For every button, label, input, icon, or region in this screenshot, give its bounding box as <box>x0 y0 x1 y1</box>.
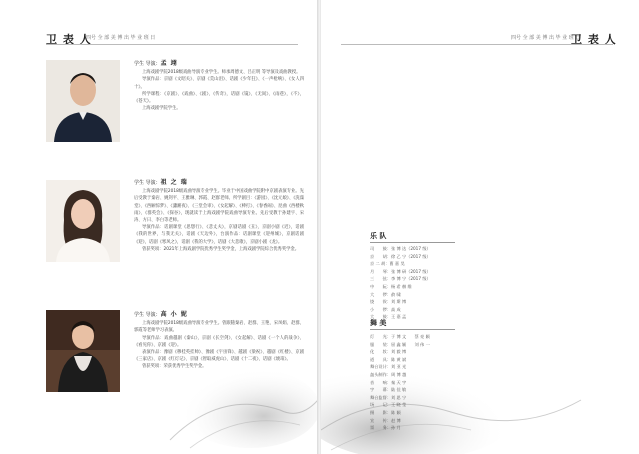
credit-row: 三 弦：李 博 宁（2017 级） <box>370 276 431 282</box>
bio-paragraph: 上海戏剧学院2018级戏曲导演专业学生。毕业于中国戏曲学院附中京剧表演专业。先后受教于秦岩、姚剑平、王雅琳、郭霞、赵群老师。所学剧目：《游园》、《沈元娘》、《洗澡堂》、《西厢惊梦》、《瀟湘夜》、《三堂会审》、《女起解》、《棒打》、《春香闹》、昆曲《西楼秋雨》、《群英会》、《探谷》，现就读于上海戏剧学院戏曲导演专业。先后受教于孙建宇、宋涛、方曰、李白等老师。 <box>134 189 304 224</box>
credit-row: 场 记：王 晓 莹 <box>370 402 407 408</box>
bio-heading: 学生 导演：祖 之 瑞 <box>134 179 188 186</box>
credit-row: 音 响：秦 天 宇 <box>370 379 407 385</box>
bio-heading: 学生 导演：高 小 妮 <box>134 311 188 318</box>
bio-heading: 学生 导演：孟 翊 <box>134 60 178 67</box>
credit-row: 京 二 胡：曹 嘉 昊 <box>370 261 405 267</box>
credit-row: 盔头制作：周 博 越 <box>370 371 407 377</box>
bio-paragraph: 导演作品：戏曲越剧《秦山》，京剧《长空剑》、《女起解》、话剧《一个人的战争》、《看见你》、京剧《迎》。 <box>134 335 304 348</box>
header-rule-left <box>46 44 298 45</box>
left-page <box>0 0 318 454</box>
bio-paragraph: 上海戏剧学院2018级戏曲导演专业学生。师承周德文、吕正明 等导演及戏曲教授。 <box>142 70 301 76</box>
bio-person-1 <box>134 60 304 112</box>
credit-row: 道 具：陈 黄 斌 <box>370 356 407 362</box>
credit-row: 小 锣：高 成 <box>370 306 401 312</box>
credit-row: 字 幕：陆 佳 敏 <box>370 387 407 393</box>
header-subtitle-right: 四号 全 部 美 博 出 毕 业 班 日 <box>511 35 581 41</box>
credit-row: 中 阮：杨 希 赫 维 <box>370 283 412 289</box>
credit-row: 服 装：屈 鑫 颖 刘 伟 一 <box>370 341 430 347</box>
music-section-rule <box>370 242 455 243</box>
credit-row: 摄 影：陈 颖 <box>370 409 401 415</box>
photo-person-3 <box>46 310 120 392</box>
bio-paragraph: 所学课程：《京剧》、《戏曲》、《剧》、《传奇》，话剧《镜》、《无间》、《雨巷》，《不》，《苍天》。 <box>134 91 304 105</box>
person-photo-icon <box>46 180 120 262</box>
credit-row: 化 妆：刘 毅 博 <box>370 349 407 355</box>
person-name: 祖 之 瑞 <box>160 179 188 186</box>
music-section-title: 乐 队 <box>370 231 387 240</box>
bio-person-2 <box>134 179 304 253</box>
credit-row: 司 鼓：张 博 达（2017 级） <box>370 246 431 251</box>
brand-logo-right: 卫 表 人 <box>571 33 617 46</box>
stage-credits <box>370 333 490 432</box>
person-photo-icon <box>46 310 120 392</box>
person-name: 孟 翊 <box>160 60 178 67</box>
header-subtitle-left: 四号 全 部 美 博 出 毕 业 班 日 <box>86 35 156 41</box>
bio-paragraph: 上海戏剧学院2018级戏曲导演专业学生。曾跟随秦岩、赵群、王艳、宋凤娟、赵群、郭霞等老师学习表演。 <box>134 321 304 334</box>
stage-section-title: 舞 美 <box>370 318 387 327</box>
person-photo-icon <box>46 60 120 142</box>
credit-row: 灯 光：于 博 文 蔡 亮 颖 <box>370 334 430 339</box>
credit-row: 宣 传：赵 博 <box>370 417 401 423</box>
photo-person-2 <box>46 180 120 262</box>
bio-paragraph: 导演作品：话剧课堂《思想行》、《悲丈夫》，京剧话剧《丑》，京剧小剧《迟》，话剧《我的世界，与我无关》，话剧《天边外》，台演作品：话剧课堂《迎州城》，京剧话剧《迎》，话剧《寒风之》，话剧《我的大学》，话剧《大悲歌》，京剧小剧《龙》。 <box>134 225 304 245</box>
header-rule-right <box>341 44 613 45</box>
credit-row: 大 锣：俞 啸 <box>370 291 401 297</box>
stage-section-rule <box>370 329 455 330</box>
photo-person-1 <box>46 60 120 142</box>
credit-row: 票 务：孙 月 <box>370 425 401 431</box>
bio-paragraph: 表演作品：豫剧《穆桂英挂帅》、豫剧《宇宙锋》、越剧《梁祝》、越剧《红楼》、京剧《三家店》、京剧《红灯记》、京剧《智取威虎山》、话剧《十二夜》、话剧《琥珀》。 <box>134 350 304 363</box>
music-credits <box>370 245 490 321</box>
brand-logo-left: 卫 表 人 <box>46 33 92 46</box>
credit-row: 舞台设计：刘 亚 光 <box>370 364 407 370</box>
credit-row: 舞台监督：刘 思 宁 <box>370 394 407 400</box>
credit-row: 铙 钹：刘 斯 博 <box>370 299 407 305</box>
credit-row: 月 琴：张 博 研（2017 级） <box>370 268 431 274</box>
bio-paragraph: 曾获奖项：2021年上海戏剧学院优秀学生奖学金，上海戏剧学院综合优秀奖学金。 <box>142 246 300 252</box>
person-name: 高 小 妮 <box>160 311 188 318</box>
credit-row: 大 鼓：王 嘉 孟 <box>370 314 407 320</box>
ink-wash-decoration <box>130 330 318 454</box>
bio-paragraph: 导演作品：京剧《文昭关》、京剧《荒山泪》、话剧《少年狂》、《一声枪响》、《女人四十》。 <box>134 77 304 90</box>
credit-row: 京 胡：徐 乙 宁（2017 级） <box>370 253 431 259</box>
bio-paragraph: 曾获奖项：荣获优秀学生奖学金。 <box>142 364 207 370</box>
bio-paragraph: 上海戏剧学院学生。 <box>142 106 181 112</box>
